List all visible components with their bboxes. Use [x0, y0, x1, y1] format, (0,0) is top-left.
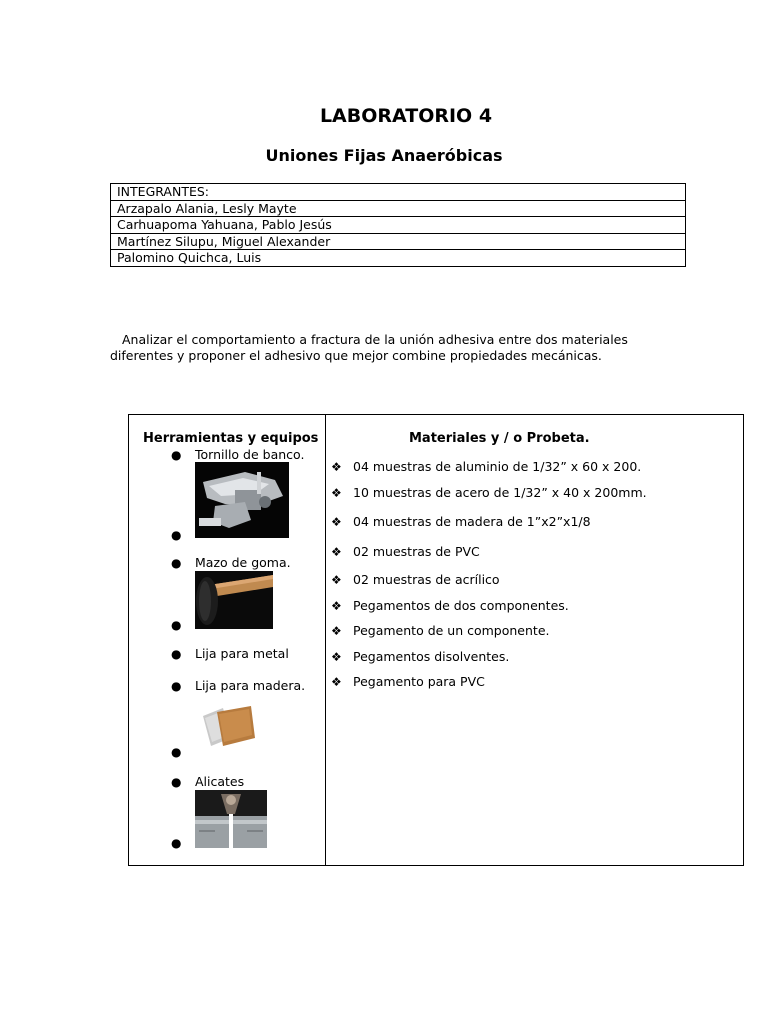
page-title: LABORATORIO 4 — [319, 105, 493, 127]
diamond-bullet-icon: ❖ — [331, 675, 342, 689]
bullet-icon: ● — [171, 647, 182, 661]
pliers-image — [195, 790, 267, 848]
diamond-bullet-icon: ❖ — [331, 599, 342, 613]
diamond-bullet-icon: ❖ — [331, 486, 342, 500]
tool-item: Mazo de goma. — [195, 555, 291, 570]
bullet-icon: ● — [171, 775, 182, 789]
table-row — [111, 200, 686, 217]
tool-item: Lija para metal — [195, 646, 289, 661]
table-row — [111, 250, 686, 267]
bench-vise-image — [195, 462, 289, 538]
table-row — [111, 217, 686, 234]
tools-heading: Herramientas y equipos — [143, 431, 319, 446]
diamond-bullet-icon: ❖ — [331, 573, 342, 587]
team-table — [110, 183, 686, 267]
bullet-icon: ● — [171, 836, 182, 850]
material-item: 02 muestras de acrílico — [353, 572, 500, 587]
bullet-icon: ● — [171, 528, 182, 542]
diamond-bullet-icon: ❖ — [331, 650, 342, 664]
material-item: 04 muestras de madera de 1”x2”x1/8 — [353, 514, 591, 529]
team-member: Arzapalo Alania, Lesly Mayte — [111, 200, 686, 217]
team-member: Carhuapoma Yahuana, Pablo Jesús — [111, 217, 686, 234]
material-item: 10 muestras de acero de 1/32” x 40 x 200mm. — [353, 485, 647, 500]
material-item: Pegamentos de dos componentes. — [353, 598, 569, 613]
tool-item: Alicates — [195, 774, 245, 789]
table-row — [111, 233, 686, 250]
material-item: 02 muestras de PVC — [353, 544, 480, 559]
material-item: Pegamento para PVC — [353, 674, 485, 689]
column-divider — [325, 415, 326, 865]
team-member: Palomino Quichca, Luis — [111, 250, 686, 267]
sandpaper-image — [201, 704, 257, 750]
page-subtitle: Uniones Fijas Anaeróbicas — [265, 146, 503, 165]
bullet-icon: ● — [171, 618, 182, 632]
team-label: INTEGRANTES: — [111, 184, 686, 201]
objective-paragraph: Analizar el comportamiento a fractura de la unión adhesiva entre dos materiales diferentes y proponer el adhesivo que mejor combine propiedades mecánicas. — [110, 332, 628, 363]
material-item: 04 muestras de aluminio de 1/32” x 60 x 200. — [353, 459, 642, 474]
bullet-icon: ● — [171, 745, 182, 759]
material-item: Pegamentos disolventes. — [353, 649, 510, 664]
diamond-bullet-icon: ❖ — [331, 515, 342, 529]
materials-heading: Materiales y / o Probeta. — [409, 431, 590, 446]
bullet-icon: ● — [171, 448, 182, 462]
tool-item: Tornillo de banco. — [195, 447, 305, 462]
bullet-icon: ● — [171, 679, 182, 693]
tools-materials-table — [128, 414, 744, 866]
team-member: Martínez Silupu, Miguel Alexander — [111, 233, 686, 250]
diamond-bullet-icon: ❖ — [331, 460, 342, 474]
tool-item: Lija para madera. — [195, 678, 306, 693]
bullet-icon: ● — [171, 556, 182, 570]
diamond-bullet-icon: ❖ — [331, 545, 342, 559]
material-item: Pegamento de un componente. — [353, 623, 550, 638]
table-row — [111, 184, 686, 201]
rubber-mallet-image — [195, 571, 273, 629]
diamond-bullet-icon: ❖ — [331, 624, 342, 638]
